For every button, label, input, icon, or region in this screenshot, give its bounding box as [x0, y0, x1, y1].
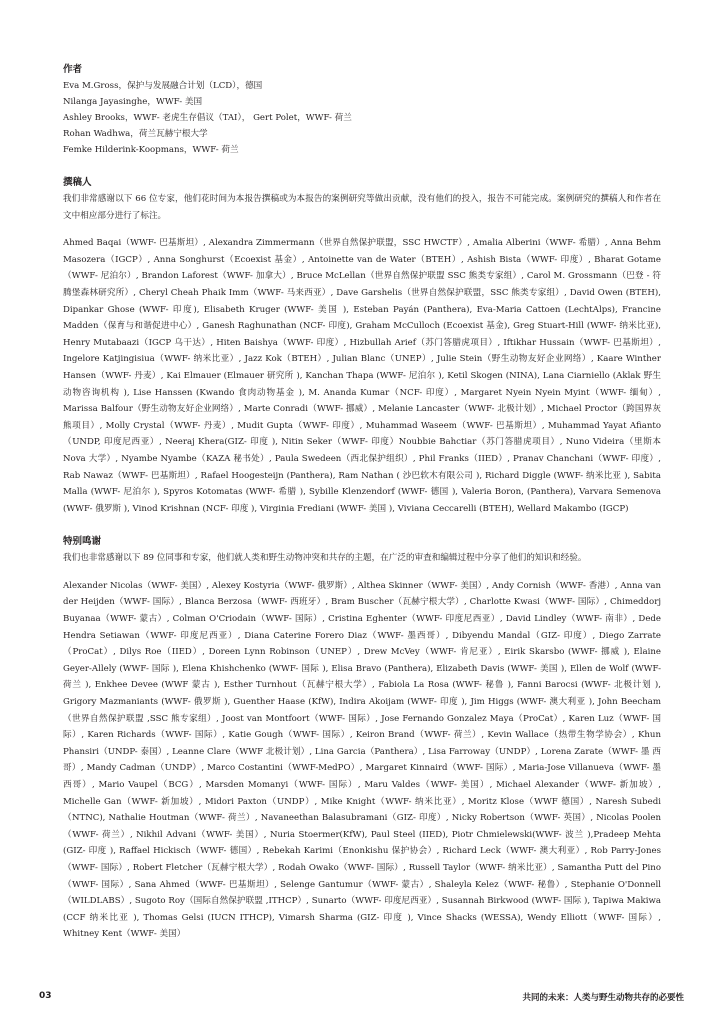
thanks-intro: 我们也非常感谢以下 89 位同事和专家，他们就人类和野生动物冲突和共存的主题，在广泛的审査和编辑过程中分享了他们的知识和经验。 [63, 553, 587, 564]
contributors-intro: 我们非常感谢以下 66 位专家，他们花时间为本报告撰稿或为本报告的案例研究等做出贡献，没有他们的投入，报告不可能完成。案例研究的撰稿人和作者在文中相应部分进行了标注。 [63, 194, 661, 221]
page-content [63, 62, 661, 943]
contributors-section [63, 175, 661, 517]
contributors-title: 撰稿人 [63, 177, 92, 188]
thanks-names: Alexander Nicolas（WWF- 美国）, Alexey Kostyria（WWF- 俄罗斯）, Althea Skinner（WWF- 美国）, Andy Cornish（WWF- 香港）, Anna van der Heijden（WWF- 国际）, Blanca Berzosa（WWF- 西班牙）, Bram Buscher（瓦赫宁根大学）, Charlotte Kwasi（WWF- 国际）, Chimeddorj Buyanaa（WWF- 蒙古）, Colman O'Criodain（WWF- 国际）, Cristina Eghenter（WWF- 印度尼西亚）, David Lindley（WWF- 南非）, Dede Hendra Setiawan（WWF- 印度尼西亚）, Diana Caterine Forero Diaz（WWF- 墨西哥）, Dibyendu Mandal（GIZ- 印度）, Diego Zarrate（ProCat）, Dilys Roe（IIED）, Doreen Lynn Robinson（UNEP）, Drew McVey（WWF- 肯尼亚）, Eirik Skarsbo (WWF- 挪威 ), Elaine Geyer-Allely (WWF- 国际 ), Elena Khishchenko (WWF- 国际 ), Elisa Bravo (Panthera), Elizabeth Davis (WWF- 美国 ), Ellen de Wolf (WWF- 荷兰 ), Enkhee Devee (WWF 蒙古 ), Esther Turnhout（瓦赫宁根大学）, Fabiola La Rosa (WWF- 秘鲁 ), Fanni Barocsi (WWF- 北极计划 ), Grigory Mazmaniants (WWF- 俄罗斯 ), Guenther Haase (KfW), Indira Akoijam (WWF- 印度 ), Jim Higgs (WWF- 澳大利亚 ), John Beecham（世界自然保护联盟 ,SSC 熊专家组）, Joost van Montfoort（WWF- 国际）, Jose Fernando Gonzalez Maya（ProCat）, Karen Luz（WWF- 国际）, Karen Richards（WWF- 国际）, Katie Gough（WWF- 国际）, Keiron Brand（WWF- 荷兰）, Kevin Wallace（热带生物学协会）, Khun Phansiri（UNDP- 泰国）, Leanne Clare（WWF 北极计划）, Lina Garcia（Panthera）, Lisa Farroway（UNDP）, Lorena Zarate（WWF- 墨 西 哥）, Mandy Cadman（UNDP）, Marco Costantini（WWF-MedPO）, Margaret Kinnaird（WWF- 国际）, Maria-Jose Villanueva（WWF- 墨西哥）, Mario Vaupel（BCG）, Marsden Momanyi（WWF- 国际）, Maru Valdes（WWF- 美国）, Michael Alexander（WWF- 新加坡）, Michelle Gan（WWF- 新加坡）, Midori Paxton（UNDP）, Mike Knight（WWF- 纳米比亚）, Moritz Klose（WWF 德国）, Naresh Subedi（NTNC), Nathalie Houtman（WWF- 荷兰）, Navaneethan Balasubramani（GIZ- 印度）, Nicky Robertson（WWF- 英国）, Nicolas Poolen（WWF- 荷兰）, Nikhil Advani（WWF- 美国）, Nuria Stoermer(KfW), Paul Steel (IIED), Piotr Chmielewski(WWF- 波兰 ),Pradeep Mehta (GIZ- 印度 ), Raffael Hickisch（WWF- 德国）, Rebekah Karimi（Enonkishu 保护协会）, Richard Leck（WWF- 澳大利亚）, Rob Parry-Jones（WWF- 国际）, Robert Fletcher（瓦赫宁根大学）, Rodah Owako（WWF- 国际）, Russell Taylor（WWF- 纳米比亚）, Samantha Putt del Pino（WWF- 国际）, Sana Ahmed（WWF- 巴基斯坦）, Selenge Gantumur（WWF- 蒙古）, Shaleyla Kelez（WWF- 秘鲁）, Stephanie O'Donnell（WILDLABS）, Sugoto Roy（国际自然保护联盟 ,ITHCP）, Sunarto（WWF- 印度尼西亚）, Susannah Birkwood (WWF- 国际 ), Tapiwa Makiwa (CCF 纳米比亚 ), Thomas Gelsi (IUCN ITHCP), Vimarsh Sharma (GIZ- 印度 ), Vince Shacks (WESSA), Wendy Elliott（WWF- 国际）, Whitney Kent（WWF- 美国） [63, 580, 661, 940]
author-line: Ashley Brooks，WWF- 老虎生存倡议（TAI）， Gert Polet，WWF- 荷兰 [63, 113, 352, 123]
authors-title: 作者 [63, 64, 83, 75]
thanks-title: 特别鸣谢 [63, 536, 102, 548]
author-line: Femke Hilderink-Koopmans，WWF- 荷兰 [63, 145, 239, 155]
author-line: Eva M.Gross，保护与发展融合计划（LCD），德国 [63, 81, 263, 91]
footer-doc-title: 共同的未来：人类与野生动物共存的必要性 [522, 993, 684, 1003]
thanks-section [63, 534, 661, 943]
contributors-names: Ahmed Baqai（WWF- 巴基斯坦）, Alexandra Zimmermann（世界自然保护联盟，SSC HWCTF）, Amalia Alberini（WWF- 希腊）, Anna Behm Masozera（IGCP）, Anna Songhurst（Ecoexist 基金）, Antoinette van de Water（BTEH）, Ashish Bista（WWF- 印度）, Bharat Gotame（WWF- 尼泊尔）, Brandon Laforest（WWF- 加拿大）, Bruce McLellan（世界自然保护联盟 SSC 熊类专家组）, Carol M. Grossmann（巴登 - 符腾堡森林研究所）, Cheryl Cheah Phaik Imm（WWF- 马来西亚）, Dave Garshelis（世界自然保护联盟，SSC 熊类专家组）, David Owen (BTEH), Dipankar Ghose (WWF- 印度), Elisabeth Kruger (WWF- 美国 ), Esteban Payán (Panthera), Eva-Maria Cattoen (LechtAlps), Francine Madden（保育与和谐促进中心）, Ganesh Raghunathan (NCF- 印度), Graham McCulloch (Ecoexist 基金), Greg Stuart-Hill (WWF- 纳米比亚), Henry Mutabaazi（IGCP 乌干达）, Hiten Baishya（WWF- 印度）, Hizbullah Arief（苏门答腊虎项目）, Iftikhar Hussain（WWF- 巴基斯坦）, Ingelore Katjingisiua（WWF- 纳米比亚）, Jazz Kok（BTEH）, Julian Blanc（UNEP）, Julie Stein（野生动物友好企业网络）, Kaare Winther Hansen（WWF- 丹麦）, Kai Elmauer (Elmauer 研究所 ), Kanchan Thapa (WWF- 尼泊尔 ), Ketil Skogen (NINA), Lana Ciarniello (Aklak 野生动物咨询机构 ), Lise Hanssen (Kwando 食肉动物基金 ), M. Ananda Kumar（NCF- 印度）, Margaret Nyein Nyein Myint（WWF- 缅甸）, Marissa Balfour（野生动物友好企业网络）, Marte Conradi（WWF- 挪威）, Melanie Lancaster（WWF- 北极计划）, Michael Proctor（跨国界灰熊项目）, Molly Crystal（WWF- 丹麦）, Mudit Gupta（WWF- 印度）, Muhammad Waseem（WWF- 巴基斯坦）, Muhammad Yayat Afianto（UNDP, 印度尼西亚）, Neeraj Khera(GIZ- 印度 ), Nitin Seker（WWF- 印度）Noubbie Bahctiar（苏门答腊虎项目）, Nuno Videira（里斯本 Nova 大学）, Nyambe Nyambe（KAZA 秘书处）, Paula Swedeen（西北保护组织）, Phil Franks（IIED）, Pranav Chanchani（WWF- 印度）, Rab Nawaz（WWF- 巴基斯坦）, Rafael Hoogesteijn (Panthera), Ram Nathan ( 沙巴软木有限公司 ), Richard Diggle (WWF- 纳米比亚 ), Sabita Malla (WWF- 尼泊尔 ), Spyros Kotomatas (WWF- 希腊 ), Sybille Klenzendorf (WWF- 德国 ), Valeria Boron, (Panthera), Varvara Semenova (WWF- 俄罗斯 ), Vinod Krishnan (NCF- 印度 ), Virginia Frediani (WWF- 美国 ), Viviana Ceccarelli (BTEH), Wellard Makambo (IGCP) [63, 238, 661, 514]
authors-section [63, 62, 661, 158]
author-line: Nilanga Jayasinghe，WWF- 美国 [63, 97, 203, 107]
page-number: 03 [39, 991, 52, 1001]
author-line: Rohan Wadhwa，荷兰瓦赫宁根大学 [63, 129, 208, 139]
